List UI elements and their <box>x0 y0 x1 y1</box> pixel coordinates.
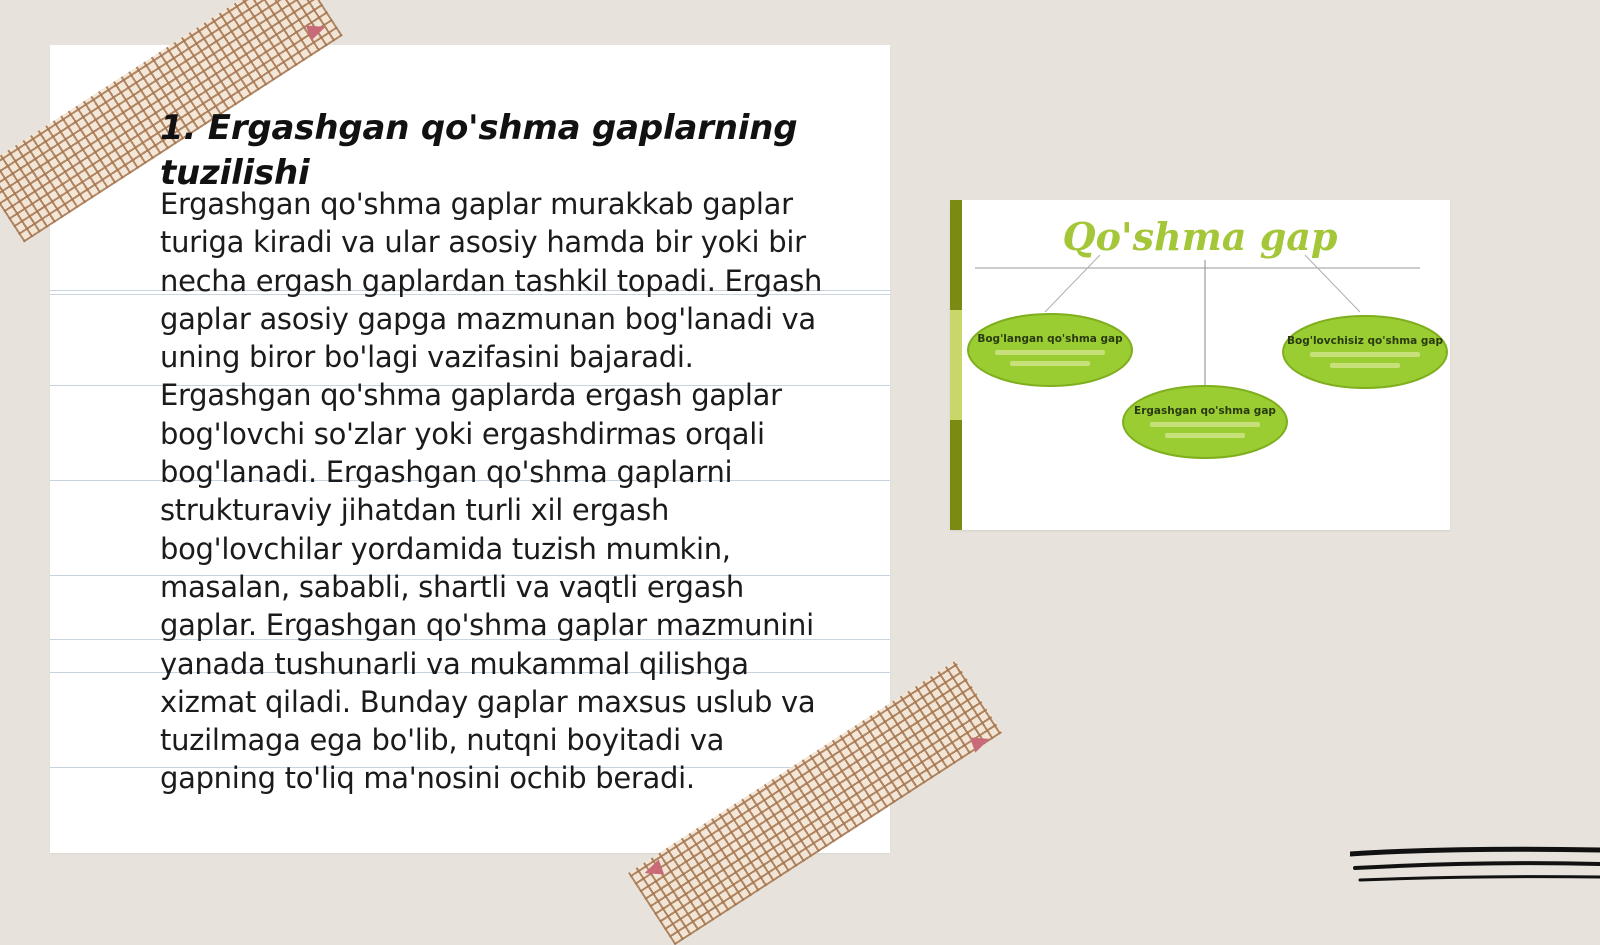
diagram-connector <box>1305 255 1360 312</box>
diagram-node-label: Bog'lovchisiz qo'shma gap <box>1287 335 1443 347</box>
diagram-node-label: Ergashgan qo'shma gap <box>1134 405 1276 417</box>
scribble-icon <box>1350 840 1600 900</box>
diagram-accent-bar <box>950 310 962 420</box>
diagram-heading: Qo'shma gap <box>1062 214 1338 259</box>
diagram-node-subtext <box>1150 422 1260 427</box>
diagram-node-subtext <box>995 350 1105 355</box>
qoshma-gap-diagram <box>950 200 1450 530</box>
slide-body-text: Ergashgan qo'shma gaplar murakkab gaplar turiga kiradi va ular asosiy hamda bir yoki bir necha ergash gaplardan tashkil topadi. Ergash gaplar asosiy gapga mazmunan bog'lanadi va uning biror bo'lagi vazifasini bajaradi. Ergashgan qo'shma gaplarda ergash gaplar bog'lovchi so'zlar yoki ergashdirmas orqali bog'lanadi. Ergashgan qo'shma gaplarni strukturaviy jihatdan turli xil ergash bog'lovchilar yordamida tuzish mumkin, masalan, sababli, shartli va vaqtli ergash gaplar. Ergashgan qo'shma gaplar mazmunini yanada tushunarli va mukammal qilishga xizmat qiladi. Bunday gaplar maxsus uslub va tuzilmaga ega bo'lib, nutqni boyitadi va gapning to'liq ma'nosini ochib beradi. <box>160 187 823 796</box>
diagram-node-subtext <box>1010 361 1090 366</box>
diagram-svg <box>950 200 1450 530</box>
diagram-node-subtext <box>1165 433 1245 438</box>
slide-title: 1. Ergashgan qo'shma gaplarning tuzilishi <box>160 108 798 193</box>
diagram-node-subtext <box>1330 363 1400 368</box>
diagram-node-subtext <box>1310 352 1420 357</box>
diagram-accent-bar <box>950 420 962 530</box>
diagram-connector <box>1045 255 1100 312</box>
diagram-node-label: Bog'langan qo'shma gap <box>977 333 1123 345</box>
diagram-accent-bar <box>950 200 962 310</box>
